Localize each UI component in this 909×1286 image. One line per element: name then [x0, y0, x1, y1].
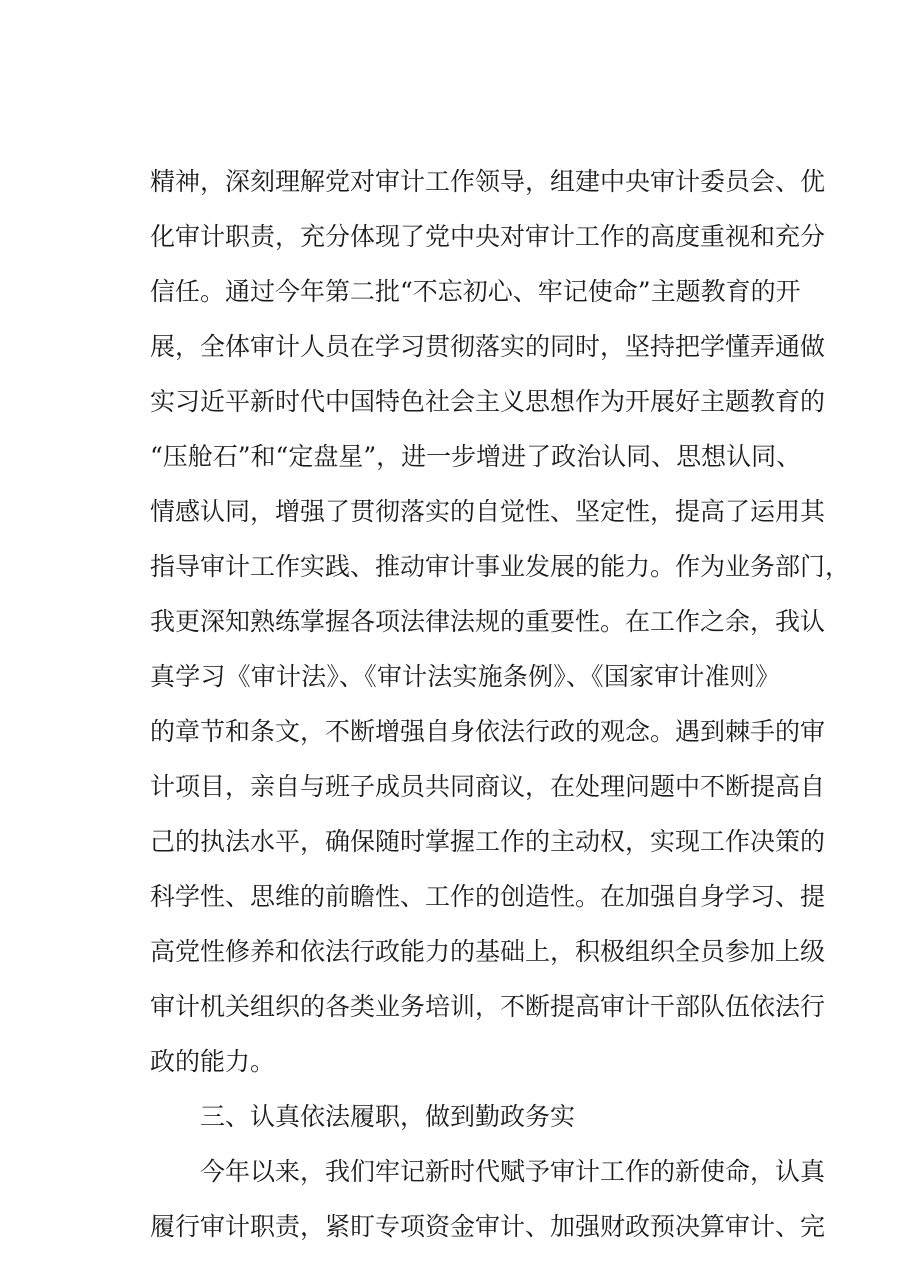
body-line: 实习近平新时代中国特色社会主义思想作为开展好主题教育的 [150, 387, 826, 416]
body-line: 审计机关组织的各类业务培训，不断提高审计干部队伍依法行 [150, 992, 826, 1021]
body-line: 履行审计职责，紧盯专项资金审计、加强财政预决算审计、完 [150, 1212, 826, 1241]
body-line: 精神，深刻理解党对审计工作领导，组建中央审计委员会、优 [150, 167, 826, 196]
body-line: 己的执法水平，确保随时掌握工作的主动权，实现工作决策的 [150, 827, 826, 856]
body-line: “压舱石”和“定盘星”，进一步增进了政治认同、思想认同、 [150, 442, 802, 471]
body-line: 高党性修养和依法行政能力的基础上，积极组织全员参加上级 [150, 937, 826, 966]
body-line: 情感认同，增强了贯彻落实的自觉性、坚定性，提高了运用其 [150, 497, 826, 526]
body-line: 真学习《审计法》、《审计法实施条例》、《国家审计准则》 [150, 662, 780, 691]
body-line: 科学性、思维的前瞻性、工作的创造性。在加强自身学习、提 [150, 882, 826, 911]
section-heading: 三、认真依法履职，做到勤政务实 [200, 1102, 576, 1131]
body-line: 计项目，亲自与班子成员共同商议，在处理问题中不断提高自 [150, 772, 826, 801]
body-line: 信任。通过今年第二批“不忘初心、牢记使命”主题教育的开 [150, 277, 801, 306]
paragraph-end-line: 政的能力。 [150, 1047, 276, 1076]
body-line: 化审计职责，充分体现了党中央对审计工作的高度重视和充分 [150, 222, 826, 251]
paragraph-first-line: 今年以来，我们牢记新时代赋予审计工作的新使命，认真 [200, 1157, 826, 1186]
body-line: 展，全体审计人员在学习贯彻落实的同时，坚持把学懂弄通做 [150, 332, 826, 361]
body-line: 指导审计工作实践、推动审计事业发展的能力。作为业务部门， [150, 552, 851, 581]
body-line: 的章节和条文，不断增强自身依法行政的观念。遇到棘手的审 [150, 717, 826, 746]
body-line: 我更深知熟练掌握各项法律法规的重要性。在工作之余，我认 [150, 607, 826, 636]
